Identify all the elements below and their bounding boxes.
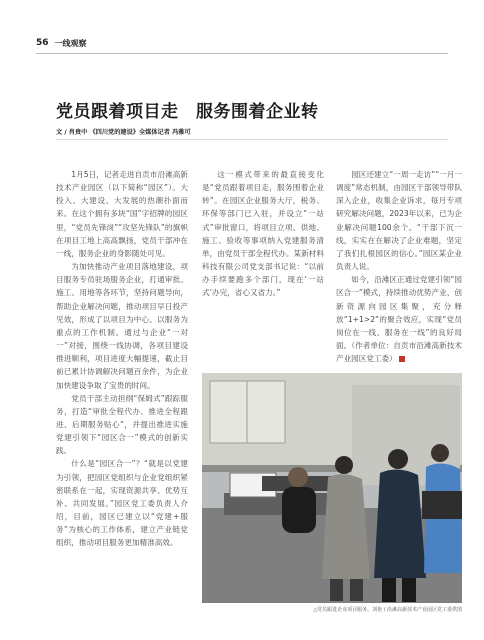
end-mark-icon bbox=[399, 356, 405, 362]
paragraph-7 bbox=[336, 273, 462, 365]
article-title: 党员跟着项目走 服务围着企业转 bbox=[56, 102, 319, 122]
paragraph-1: 1月5日，记者走进自贡市沿滩高新技术产业园区（以下简称“园区”）。大投入、大建设、大发展的热潮扑面而来。在这个拥有多块“国”字招牌的园区里，“党员先锋岗”“攻坚先锋队”的旗帜在项目工地上高高飘扬，党员干部冲在一线，服务企业的身影随处可见。 bbox=[56, 170, 188, 258]
paragraph-2: 为加快推动产业项目落地建设，项目服务专员驻场服务企业，打通审批、施工、用地等各环节，坚持问题导向，帮助企业解决问题，推动项目早日投产见效，形成了以项目为中心、以服务为重点的工作机制。通过与企业“一对一”对接，围绕一线协调，各项目建设推进顺利，项目进度大幅提速，截止目前已累计协调解决问题百余件，为企业加快建设争取了宝贵的时间。 bbox=[56, 262, 188, 390]
title-rule bbox=[56, 139, 448, 140]
paragraph-7-text: 如今，沿滩区正通过党建引领“园区合一”模式，持续推动优势产业、创新资源向园区集聚，充分释放“1+1>2”的聚合效应，实现“党员岗位在一线、服务在一线”的良好局面。（作者单位：自贡市沿滩高新技术产业园区党工委） bbox=[336, 275, 462, 364]
paragraph-4: 什么是“园区合一”？“就是以党建为引领，把园区党组织与企业党组织紧密联系在一起，实现资源共享、优势互补、共同发展。”园区党工委负责人介绍，目前，园区已建立以“党建+服务”为核心的工作体系，建立产业链党组织，推动项目服务更加精准高效。 bbox=[56, 459, 188, 548]
paragraph-3: 党员干部主动担纲“保姆式”跟踪服务，打造“审批全程代办、推进全程跟进、后期服务贴心”，并提出推进实施党建引领下“园区合一”模式的创新实践。 bbox=[56, 393, 188, 456]
section-name: 一线观察 bbox=[54, 38, 87, 48]
paragraph-5: 这一模式带来的最直接变化是“党员跟着项目走，服务围着企业转”。在园区企业服务大厅，税务、环保等部门已入驻，并设立“一站式”审批窗口，将项目立项、供地、施工、验收等事项纳入党建服务清单，由党员干部全程代办。某新材料科技有限公司党支部书记说：“以前办手续要跑多个部门，现在‘一站式’办完，省心又省力。” bbox=[202, 170, 324, 298]
paragraph-6: 园区还建立“一周一走访”“一月一调度”常态机制，由园区干部领导带队深入企业，收集企业诉求，每月专项研究解决问题，2023年以来，已为企业解决问题100余个。“干部下沉一线，实实在在解决了企业难题，坚定了我们扎根园区的信心。”园区某企业负责人说。 bbox=[336, 170, 462, 272]
article-column-3 bbox=[336, 168, 462, 388]
photo-caption: △党员跟进企业项目服务。刘艳 / 沿滩高新技术产业园区党工委供图 bbox=[313, 607, 462, 613]
page-number: 56 bbox=[36, 38, 49, 48]
article-column-1 bbox=[56, 168, 188, 623]
article-photo bbox=[202, 373, 462, 603]
page-header bbox=[36, 36, 87, 50]
article-byline: 文 / 肖贵中 《四川党的建设》全媒体记者 冯雅可 bbox=[56, 129, 191, 136]
article-column-2 bbox=[202, 168, 324, 363]
header-rule bbox=[36, 53, 448, 54]
